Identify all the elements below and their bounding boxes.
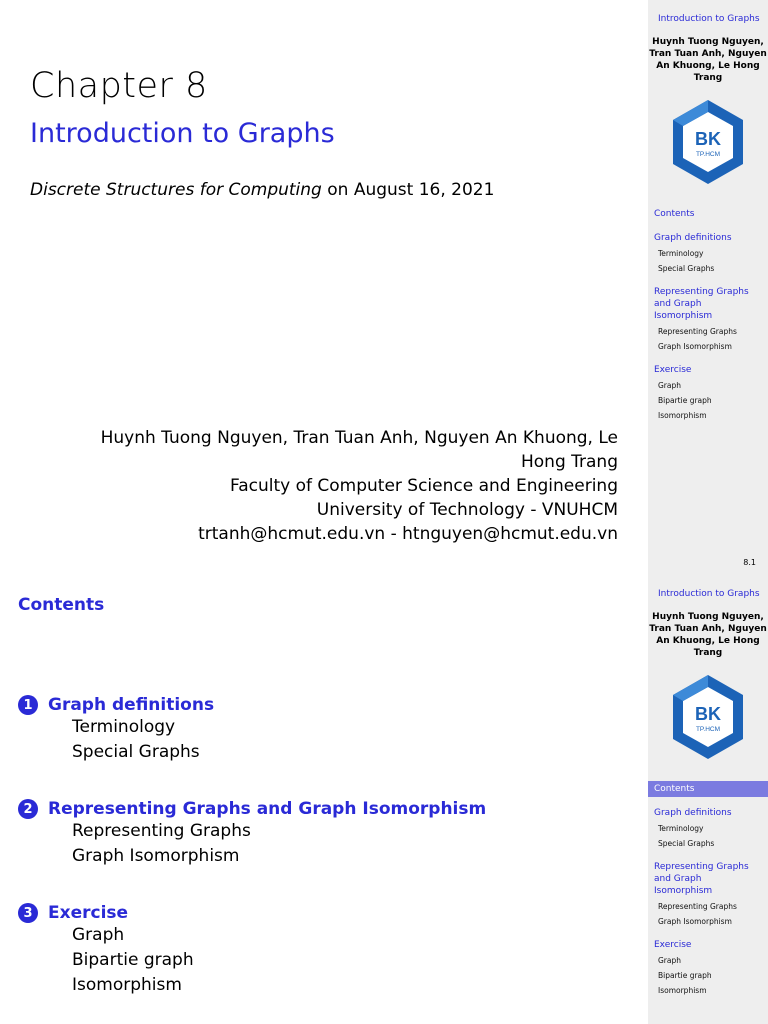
sidebar-title[interactable]: Introduction to Graphs	[658, 14, 760, 24]
nav-bipartie-graph[interactable]: Bipartie graph	[658, 971, 712, 980]
faculty: Faculty of Computer Science and Engineering	[229, 476, 618, 496]
logo-subtext: TP.HCM	[695, 151, 721, 158]
contents-slide	[0, 575, 768, 1024]
nav-terminology[interactable]: Terminology	[658, 249, 704, 258]
date-text: on August 16, 2021	[321, 180, 495, 200]
logo-text: BK	[695, 704, 721, 724]
sidebar-nav	[648, 206, 768, 423]
emails: trtanh@hcmut.edu.vn - htnguyen@hcmut.edu.vn	[198, 524, 618, 544]
toc-section	[18, 799, 578, 869]
chapter-title: Chapter 8	[30, 66, 208, 106]
toc-section	[18, 695, 578, 765]
nav-bipartie-graph[interactable]: Bipartie graph	[658, 396, 712, 405]
toc-subsection[interactable]: Graph Isomorphism	[72, 846, 240, 866]
toc-section-label: Graph definitions	[48, 695, 215, 715]
table-of-contents	[18, 695, 578, 1024]
bk-logo-icon	[671, 98, 745, 186]
section-number-icon: 3	[18, 903, 38, 923]
sidebar-title[interactable]: Introduction to Graphs	[658, 589, 760, 599]
course-line	[30, 180, 494, 200]
toc-subsection[interactable]: Bipartie graph	[72, 950, 194, 970]
toc-section-heading[interactable]	[18, 903, 578, 923]
toc-subsection[interactable]: Isomorphism	[72, 975, 182, 995]
authors-line2: Hong Trang	[520, 452, 618, 472]
nav-graph[interactable]: Graph	[658, 381, 682, 390]
bk-logo-icon	[671, 673, 745, 761]
sidebar	[648, 575, 768, 1024]
nav-isomorphism[interactable]: Isomorphism	[658, 986, 707, 995]
nav-representing-graphs-sub[interactable]: Representing Graphs	[658, 327, 737, 336]
author-block	[38, 426, 618, 546]
toc-subsection[interactable]: Representing Graphs	[72, 821, 251, 841]
nav-graph-isomorphism[interactable]: Graph Isomorphism	[658, 342, 732, 351]
toc-subsection[interactable]: Terminology	[72, 717, 176, 737]
nav-representing-graphs-sub[interactable]: Representing Graphs	[658, 902, 737, 911]
nav-representing-graphs[interactable]: Representing Graphs and Graph Isomorphism	[654, 287, 749, 321]
nav-isomorphism[interactable]: Isomorphism	[658, 411, 707, 420]
toc-section-label: Representing Graphs and Graph Isomorphism	[48, 799, 487, 819]
nav-exercise[interactable]: Exercise	[654, 365, 692, 375]
sidebar-authors: Huynh Tuong Nguyen, Tran Tuan Anh, Nguyen An Khuong, Le Hong Trang	[649, 37, 767, 83]
nav-contents[interactable]: Contents	[654, 209, 695, 219]
contents-title: Contents	[18, 595, 105, 615]
nav-exercise[interactable]: Exercise	[654, 940, 692, 950]
course-name: Discrete Structures for Computing	[30, 180, 322, 200]
toc-section	[18, 903, 578, 998]
logo-text: BK	[695, 129, 721, 149]
slide-main	[0, 575, 648, 1024]
nav-graph-definitions[interactable]: Graph definitions	[654, 233, 732, 243]
sidebar-authors: Huynh Tuong Nguyen, Tran Tuan Anh, Nguyen An Khuong, Le Hong Trang	[649, 612, 767, 658]
nav-graph[interactable]: Graph	[658, 956, 682, 965]
slide-main	[0, 0, 648, 575]
nav-graph-isomorphism[interactable]: Graph Isomorphism	[658, 917, 732, 926]
toc-section-heading[interactable]	[18, 799, 578, 819]
page-number: 8.1	[743, 558, 756, 567]
nav-contents[interactable]: Contents	[648, 781, 768, 797]
nav-terminology[interactable]: Terminology	[658, 824, 704, 833]
chapter-subtitle: Introduction to Graphs	[30, 118, 335, 149]
section-number-icon: 1	[18, 695, 38, 715]
toc-subsection[interactable]: Special Graphs	[72, 742, 200, 762]
nav-representing-graphs[interactable]: Representing Graphs and Graph Isomorphism	[654, 862, 749, 896]
toc-section-heading[interactable]	[18, 695, 578, 715]
sidebar	[648, 0, 768, 575]
authors-line1: Huynh Tuong Nguyen, Tran Tuan Anh, Nguyen An Khuong, Le	[100, 428, 618, 448]
nav-special-graphs[interactable]: Special Graphs	[658, 839, 715, 848]
university: University of Technology - VNUHCM	[316, 500, 618, 520]
logo-subtext: TP.HCM	[695, 726, 721, 733]
nav-special-graphs[interactable]: Special Graphs	[658, 264, 715, 273]
nav-graph-definitions[interactable]: Graph definitions	[654, 808, 732, 818]
sidebar-nav	[648, 781, 768, 998]
section-number-icon: 2	[18, 799, 38, 819]
toc-subsection[interactable]: Graph	[72, 925, 125, 945]
toc-section-label: Exercise	[48, 903, 129, 923]
